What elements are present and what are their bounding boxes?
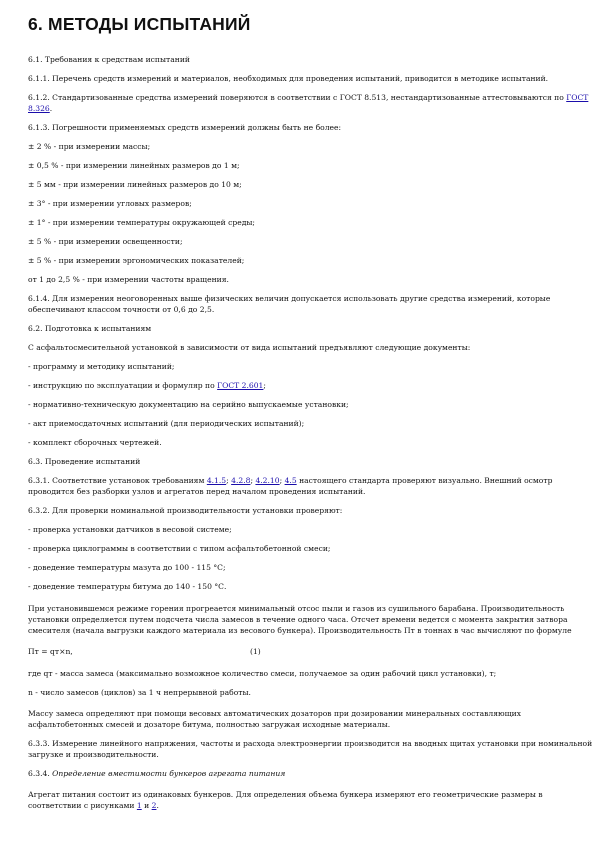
- gost-2-601-link[interactable]: ГОСТ 2.601: [217, 381, 264, 390]
- doc-item-end: ;: [263, 381, 266, 390]
- check-item: - проверка циклограммы в соответствии с типом асфальтобетонной смеси;: [28, 544, 331, 553]
- formula: Пт = qт×n,: [28, 647, 73, 656]
- check-item: - доведение температуры битума до 140 - 150 °С.: [28, 582, 227, 591]
- paragraph-stable-mode-cont: установки определяется путем подсчета числа замесов в течение одного часа. Отсчет времени ведется с момента закрытия затвора: [28, 615, 568, 624]
- separator: ;: [279, 476, 283, 485]
- paragraph-6-1-2-end: .: [49, 104, 53, 113]
- paragraph-mass-cont: асфальтобетонных смесей и дозаторе битума, полностью загружая исходные материалы.: [28, 720, 391, 729]
- paragraph-6-3-1-post: настоящего стандарта проверяют визуально. Внешний осмотр: [299, 476, 553, 485]
- clause-4-1-5-link[interactable]: 4.1.5: [206, 476, 227, 485]
- section-6-3-4-title: Определение вместимости бункеров агрегата питания: [52, 769, 286, 778]
- formula-where: где qт - масса замеса (максимально возможное количество смеси, получаемое за один рабочий цикл установки), т;: [28, 669, 497, 678]
- paragraph-6-3-1-cont: проводится без разборки узлов и агрегатов перед началом проведения испытаний.: [28, 487, 366, 496]
- tolerance-item: ± 5 % - при измерении освещенности;: [28, 237, 183, 246]
- clause-4-5-link[interactable]: 4.5: [284, 476, 297, 485]
- separator: ;: [250, 476, 254, 485]
- tolerance-item: ± 5 % - при измерении эргономических показателей;: [28, 256, 245, 265]
- formula-n-definition: n - число замесов (циклов) за 1 ч непрерывной работы.: [28, 688, 251, 697]
- section-6-3-4-number: 6.3.4.: [28, 769, 50, 778]
- section-6-2-heading: 6.2. Подготовка к испытаниям: [28, 324, 152, 333]
- figure-2-link[interactable]: 2: [151, 801, 157, 810]
- paragraph-feed-unit: Агрегат питания состоит из одинаковых бункеров. Для определения объема бункера измеряют его геометрические размеры в: [28, 790, 543, 799]
- paragraph-6-3-1-text: 6.3.1. Соответствие установок требованиям: [28, 476, 205, 485]
- clause-4-2-8-link[interactable]: 4.2.8: [231, 476, 251, 485]
- paragraph-6-1-2-cont: [28, 103, 573, 115]
- paragraph-6-1-4: 6.1.4. Для измерения неоговоренных выше физических величин допускается использовать другие средства измерений, которые: [28, 294, 551, 303]
- paragraph-6-3-2: 6.3.2. Для проверки номинальной производительности установки проверяют:: [28, 506, 343, 515]
- figure-1-link[interactable]: 1: [136, 801, 142, 810]
- paragraph-6-1-3: 6.1.3. Погрешности применяемых средств измерений должны быть не более:: [28, 123, 342, 132]
- tolerance-item: ± 5 мм - при измерении линейных размеров до 10 м;: [28, 180, 242, 189]
- paragraph-6-3-3: 6.3.3. Измерение линейного напряжения, частоты и расхода электроэнергии производится на вводных щитах установки при номинальной: [28, 739, 593, 748]
- page-title: 6. МЕТОДЫ ИСПЫТАНИЙ: [28, 14, 251, 34]
- doc-item: - нормативно-техническую документацию на серийно выпускаемые установки;: [28, 400, 349, 409]
- separator: ;: [226, 476, 229, 485]
- doc-item-text: - инструкцию по эксплуатации и формуляр по: [28, 381, 215, 390]
- clause-4-2-10-link[interactable]: 4.2.10: [255, 476, 280, 485]
- section-6-1-heading: 6.1. Требования к средствам испытаний: [28, 55, 190, 64]
- paragraph-feed-text: соответствии с рисунками: [28, 801, 135, 810]
- paragraph-6-1-1: 6.1.1. Перечень средств измерений и материалов, необходимых для проведения испытаний, приводится в методике испытаний.: [28, 74, 549, 83]
- tolerance-item: ± 3° - при измерении угловых размеров;: [28, 199, 192, 208]
- gost-8-326-link-part2[interactable]: 8.326: [28, 104, 50, 113]
- tolerance-item: ± 0,5 % - при измерении линейных размеров до 1 м;: [28, 161, 240, 170]
- paragraph-feed-end: .: [156, 801, 159, 810]
- conjunction: и: [144, 801, 150, 810]
- paragraph-6-1-2-text: 6.1.2. Стандартизованные средства измерений поверяются в соответствии с ГОСТ 8.513, нестандартизованные аттестовываются по: [28, 93, 564, 102]
- check-item: - проверка установки датчиков в весовой системе;: [28, 525, 232, 534]
- tolerance-item: от 1 до 2,5 % - при измерении частоты вращения.: [28, 275, 229, 284]
- doc-item: - программу и методику испытаний;: [28, 362, 175, 371]
- paragraph-mass: Массу замеса определяют при помощи весовых автоматических дозаторов при дозировании минеральных составляющих: [28, 709, 522, 718]
- paragraph-stable-mode: При установившемся режиме горения прогреается минимальный отсос пыли и газов из сушильного барабана. Производительность: [28, 604, 565, 613]
- doc-item: - акт приемосдаточных испытаний (для периодических испытаний);: [28, 419, 305, 428]
- check-item: - доведение температуры мазута до 100 - 115 °С;: [28, 563, 226, 572]
- formula-number: (1): [250, 647, 261, 656]
- paragraph-6-3-3-cont: загрузке и производительности.: [28, 750, 159, 759]
- paragraph-6-1-4-cont: обеспечивают классом точности от 0,6 до 2,5.: [28, 305, 215, 314]
- doc-item: - комплект сборочных чертежей.: [28, 438, 162, 447]
- paragraph-feed-unit-cont: [28, 800, 573, 812]
- paragraph-6-2-intro: С асфальтосмесительной установкой в зависимости от вида испытаний предъявляют следующие документы:: [28, 343, 471, 352]
- tolerance-item: ± 1° - при измерении температуры окружающей среды;: [28, 218, 255, 227]
- section-6-3-heading: 6.3. Проведение испытаний: [28, 457, 141, 466]
- paragraph-stable-mode-cont: смесителя (начала выгрузки каждого материала из весового бункера). Производительность Пт в тоннах в час вычисляют по формуле: [28, 626, 572, 635]
- doc-item-manual: [28, 380, 573, 392]
- section-6-3-4-heading: [28, 768, 573, 780]
- gost-8-326-link-part1[interactable]: ГОСТ: [566, 93, 589, 102]
- formula-line: [28, 646, 573, 658]
- tolerance-item: ± 2 % - при измерении массы;: [28, 142, 151, 151]
